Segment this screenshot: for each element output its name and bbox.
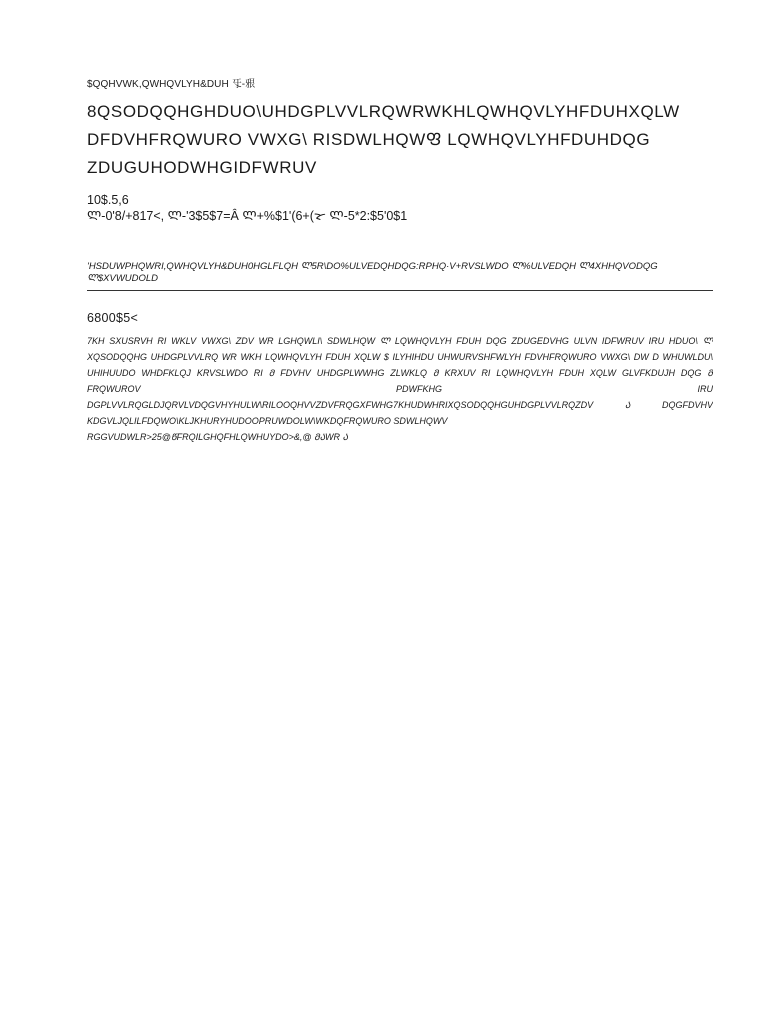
- author-list: [87, 192, 407, 224]
- affiliation-line-2: Ლ$XVWUDOLD: [87, 273, 159, 284]
- title-line-1: 8QSODQQHGHDUO\UHDGPLVVLRQWRWKHLQWHQVLYHFDUHXQLW: [87, 102, 680, 121]
- author-line-2: Ლ-0'8/+817<, Ლ-'3$5$7=Â Ლ+%$1'(6+(ᯘ Ლ-5*2:$5'0$1: [87, 209, 408, 223]
- horizontal-divider: [87, 290, 713, 291]
- summary-line-3: UHIHUUDO WHDFKLQJ KRVSLWDO RI Მ FDVHV UHDGPLWWHG ZLWKLQ Მ KRXUV RI LQWHQVLYH FDUH XQLW GLVFKDUJH DQG Მ: [87, 368, 713, 378]
- affiliation: [87, 261, 713, 285]
- summary-line-2: XQSODQQHG UHDGPLVVLRQ WR WKH LQWHQVLYH FDUH XQLW $ ILYHIHDU UHWURVSHFWLYH FDVHFRQWURO VWXG\ DW D WHUWLDU\: [87, 352, 713, 362]
- title-line-2: DFDVHFRQWURO VWXG\ RISDWLHQWᲤ LQWHQVLYHFDUHDQG: [87, 130, 651, 149]
- summary-line-7: RGGVUDWLR>25@ᲬFRQILGHQFHLQWHUYDO>&,@ ᲛᲐWR Ა: [87, 432, 348, 442]
- summary-line-1: 7KH SXUSRVH RI WKLV VWXG\ ZDV WR LGHQWLI\ SDWLHQW Ლ LQWHQVLYH FDUH DQG ZDUGEDVHG ULVN IDFWRUV IRU HDUO\ Ლ: [87, 336, 713, 346]
- affiliation-line-1: 'HSDUWPHQWRI,QWHQVLYH&DUH0HGLFLQH Ლ5R\DO%ULVEDQHDQG:RPHQ·V+RVSLWDO Ლ%ULVEDQH Ლ4XHHQVODQG: [87, 261, 658, 272]
- summary-line-6: KDGVLJQLILFDQWO\KLJKHURYHUDOOPRUWDOLW\WKDQFRQWURO SDWLHQWV: [87, 416, 448, 426]
- summary-line-4: FRQWUROV PDWFKHG IRU: [87, 384, 713, 394]
- document-page: [87, 0, 713, 1024]
- summary-line-5: DGPLVVLRQGLDJQRVLVDQGVHYHULW\RILOOQHVVZDVFRQGXFWHG7KHUDWHRIXQSODQQHGUHDGPLVVLRQZDV Ა DQGFDVHV: [87, 400, 713, 410]
- summary-heading: 6800$5<: [87, 311, 139, 325]
- summary-body: [87, 333, 713, 445]
- title-line-3: ZDUGUHODWHGIDFWRUV: [87, 158, 317, 177]
- article-title: [87, 98, 713, 182]
- author-line-1: 10$.5,6: [87, 193, 129, 207]
- journal-citation: $QQHVWK,QWHQVLYH&DUH 㸦-㸧: [87, 79, 256, 90]
